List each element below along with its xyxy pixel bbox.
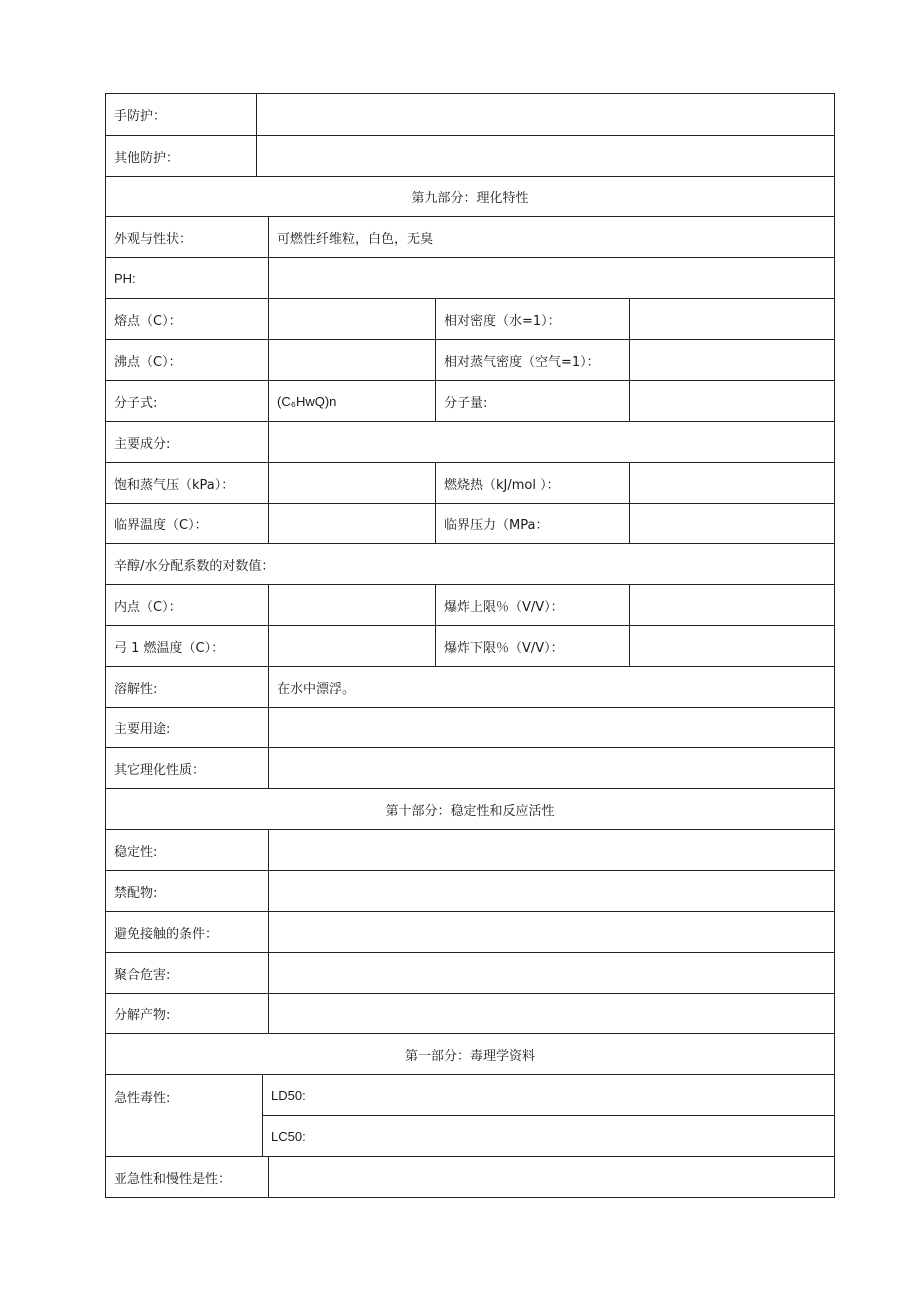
crit-temp-value[interactable] [268, 504, 435, 543]
lc50-label[interactable]: LC50: [262, 1115, 834, 1156]
melting-value[interactable] [268, 299, 435, 339]
mol-weight-label: 分子量: [435, 381, 629, 421]
main-use-value[interactable] [268, 708, 834, 747]
row-ignition-temp [105, 625, 835, 666]
row-polymerization [105, 952, 835, 993]
ph-value[interactable] [268, 258, 834, 298]
section-header-part10 [105, 788, 835, 829]
section-header-part9 [105, 176, 835, 216]
row-melting-point [105, 298, 835, 339]
row-hand-protection [105, 93, 835, 135]
vapor-pressure-value[interactable] [268, 463, 435, 503]
stability-value[interactable] [268, 830, 834, 870]
crit-pressure-label: 临界压力（MPa： [435, 504, 629, 543]
formula-value[interactable]: (C₆HwQ)n [268, 381, 435, 421]
polymer-value[interactable] [268, 953, 834, 993]
incompatible-label: 禁配物: [114, 885, 158, 901]
row-boiling-point [105, 339, 835, 380]
row-main-use [105, 707, 835, 747]
octanol-label: 辛醇/水分配系数的对数值： [114, 558, 275, 574]
boiling-value[interactable] [268, 340, 435, 380]
ignition-label: 弓 1 燃温度（C）： [114, 640, 225, 656]
row-solubility [105, 666, 835, 707]
rel-vapor-label: 相对蒸气密度（空气=1）： [435, 340, 629, 380]
formula-label: 分子式: [114, 395, 158, 411]
lower-explosive-value[interactable] [629, 626, 834, 666]
melting-label: 熔点（C）： [114, 313, 182, 329]
row-formula [105, 380, 835, 421]
row-acute-toxicity [105, 1074, 835, 1156]
hand-protection-label: 手防护： [114, 109, 167, 124]
table-bottom-border [105, 1197, 835, 1198]
row-ph [105, 257, 835, 298]
row-other-protection [105, 135, 835, 176]
decomp-value[interactable] [268, 994, 834, 1033]
row-other-properties [105, 747, 835, 788]
part9-title: 第九部分：理化特性 [411, 191, 529, 206]
solubility-label: 溶解性: [114, 681, 158, 697]
other-protection-value[interactable] [256, 136, 834, 176]
subacute-value[interactable] [268, 1157, 834, 1197]
crit-temp-label: 临界温度（C）： [114, 518, 208, 533]
avoid-label: 避免接触的条件： [114, 926, 219, 942]
appearance-value[interactable]: 可燃性纤维粒，白色，无臭 [268, 217, 834, 257]
other-protection-label: 其他防护： [114, 150, 180, 166]
row-incompatible [105, 870, 835, 911]
part11-title: 第一部分：毒理学资料 [404, 1048, 535, 1064]
crit-pressure-value[interactable] [629, 504, 834, 543]
hand-protection-value[interactable] [256, 94, 834, 135]
vapor-pressure-label: 饱和蒸气压（kPa）： [114, 477, 235, 493]
row-subacute [105, 1156, 835, 1197]
row-appearance [105, 216, 835, 257]
part10-title: 第十部分：稳定性和反应活性 [385, 803, 555, 819]
main-comp-value[interactable] [268, 422, 834, 462]
section-header-part11 [105, 1033, 835, 1074]
row-critical-temp [105, 503, 835, 543]
avoid-value[interactable] [268, 912, 834, 952]
combustion-heat-label: 燃烧热（kJ/mol ）： [435, 463, 629, 503]
stability-label: 稳定性: [114, 844, 158, 860]
row-vapor-pressure [105, 462, 835, 503]
ignition-value[interactable] [268, 626, 435, 666]
appearance-label: 外观与性状： [114, 231, 193, 247]
combustion-heat-value[interactable] [629, 463, 834, 503]
rel-vapor-value[interactable] [629, 340, 834, 380]
main-comp-label: 主要成分: [114, 436, 171, 452]
polymer-label: 聚合危害: [114, 967, 171, 983]
other-props-label: 其它理化性质： [114, 762, 206, 778]
upper-explosive-value[interactable] [629, 585, 834, 625]
row-decomposition [105, 993, 835, 1033]
acute-label: 急性毒性: [114, 1091, 171, 1106]
decomp-label: 分解产物: [114, 1008, 171, 1023]
row-stability [105, 829, 835, 870]
ld50-label[interactable]: LD50: [262, 1075, 834, 1115]
flash-label: 内点（C）： [114, 599, 182, 615]
row-flash-point [105, 584, 835, 625]
upper-explosive-label: 爆炸上限％（V/V）： [435, 585, 629, 625]
rel-density-value[interactable] [629, 299, 834, 339]
row-main-components [105, 421, 835, 462]
solubility-value[interactable]: 在水中漂浮。 [268, 667, 834, 707]
mol-weight-value[interactable] [629, 381, 834, 421]
rel-density-label: 相对密度（水=1）： [435, 299, 629, 339]
main-use-label: 主要用途: [114, 722, 171, 737]
subacute-label: 亚急性和慢性是性： [114, 1171, 232, 1187]
row-octanol-water [105, 543, 835, 584]
row-avoid-conditions [105, 911, 835, 952]
flash-value[interactable] [268, 585, 435, 625]
other-props-value[interactable] [268, 748, 834, 788]
boiling-label: 沸点（C）： [114, 354, 182, 370]
lower-explosive-label: 爆炸下限％（V/V）： [435, 626, 629, 666]
ph-label: PH: [114, 270, 136, 286]
incompatible-value[interactable] [268, 871, 834, 911]
